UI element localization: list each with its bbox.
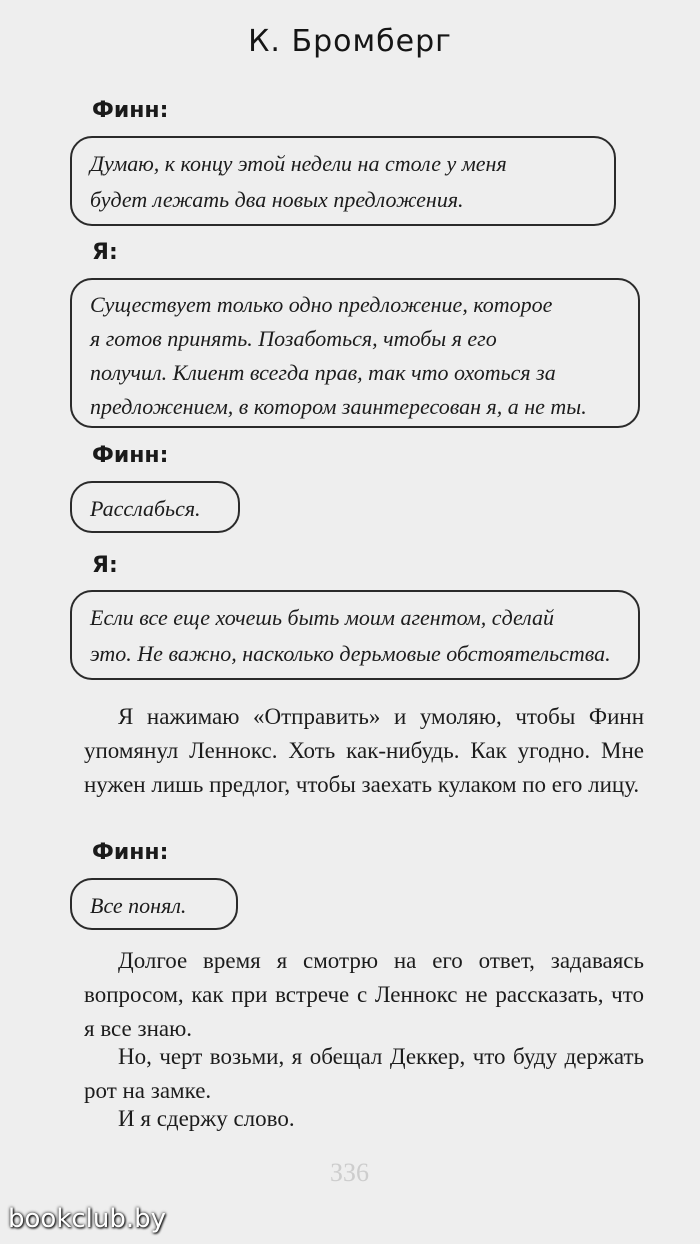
message-bubble: Все понял. <box>70 878 238 930</box>
message-bubble: Думаю, к концу этой недели на столе у меня будет лежать два новых предложения. <box>70 136 616 226</box>
message-bubble: Если все еще хочешь быть моим агентом, сделай это. Не важно, насколько дерьмовые обстоятельства. <box>70 590 640 680</box>
page-number: ЗЗ6 <box>330 1158 370 1187</box>
paragraph: Я нажимаю «Отправить» и умоляю, чтобы Финн упомянул Леннокс. Хоть как-нибудь. Как угодно. Мне нужен лишь предлог, чтобы заехать кулаком по его лицу. <box>84 704 644 797</box>
speaker-label: Я: <box>92 553 118 578</box>
paragraph: Но, черт возьми, я обещал Деккер, что буду держать рот на замке. <box>84 1044 644 1103</box>
message-bubble: Существует только одно предложение, которое я готов принять. Позаботься, чтобы я его получил. Клиент всегда прав, так что охоться за предложением, в котором заинтересован я, а не ты. <box>70 278 640 428</box>
watermark: bookclub.by <box>8 1204 167 1234</box>
running-head: К. Бромберг <box>248 24 452 59</box>
speaker-label: Финн: <box>92 443 169 468</box>
message-bubble: Расслабься. <box>70 481 240 533</box>
speaker-label: Я: <box>92 240 118 265</box>
speaker-label: Финн: <box>92 98 169 123</box>
speaker-label: Финн: <box>92 840 169 865</box>
paragraph: Долгое время я смотрю на его ответ, задаваясь вопросом, как при встрече с Леннокс не рассказать, что я все знаю. <box>84 948 644 1041</box>
paragraph: И я сдержу слово. <box>118 1106 295 1131</box>
